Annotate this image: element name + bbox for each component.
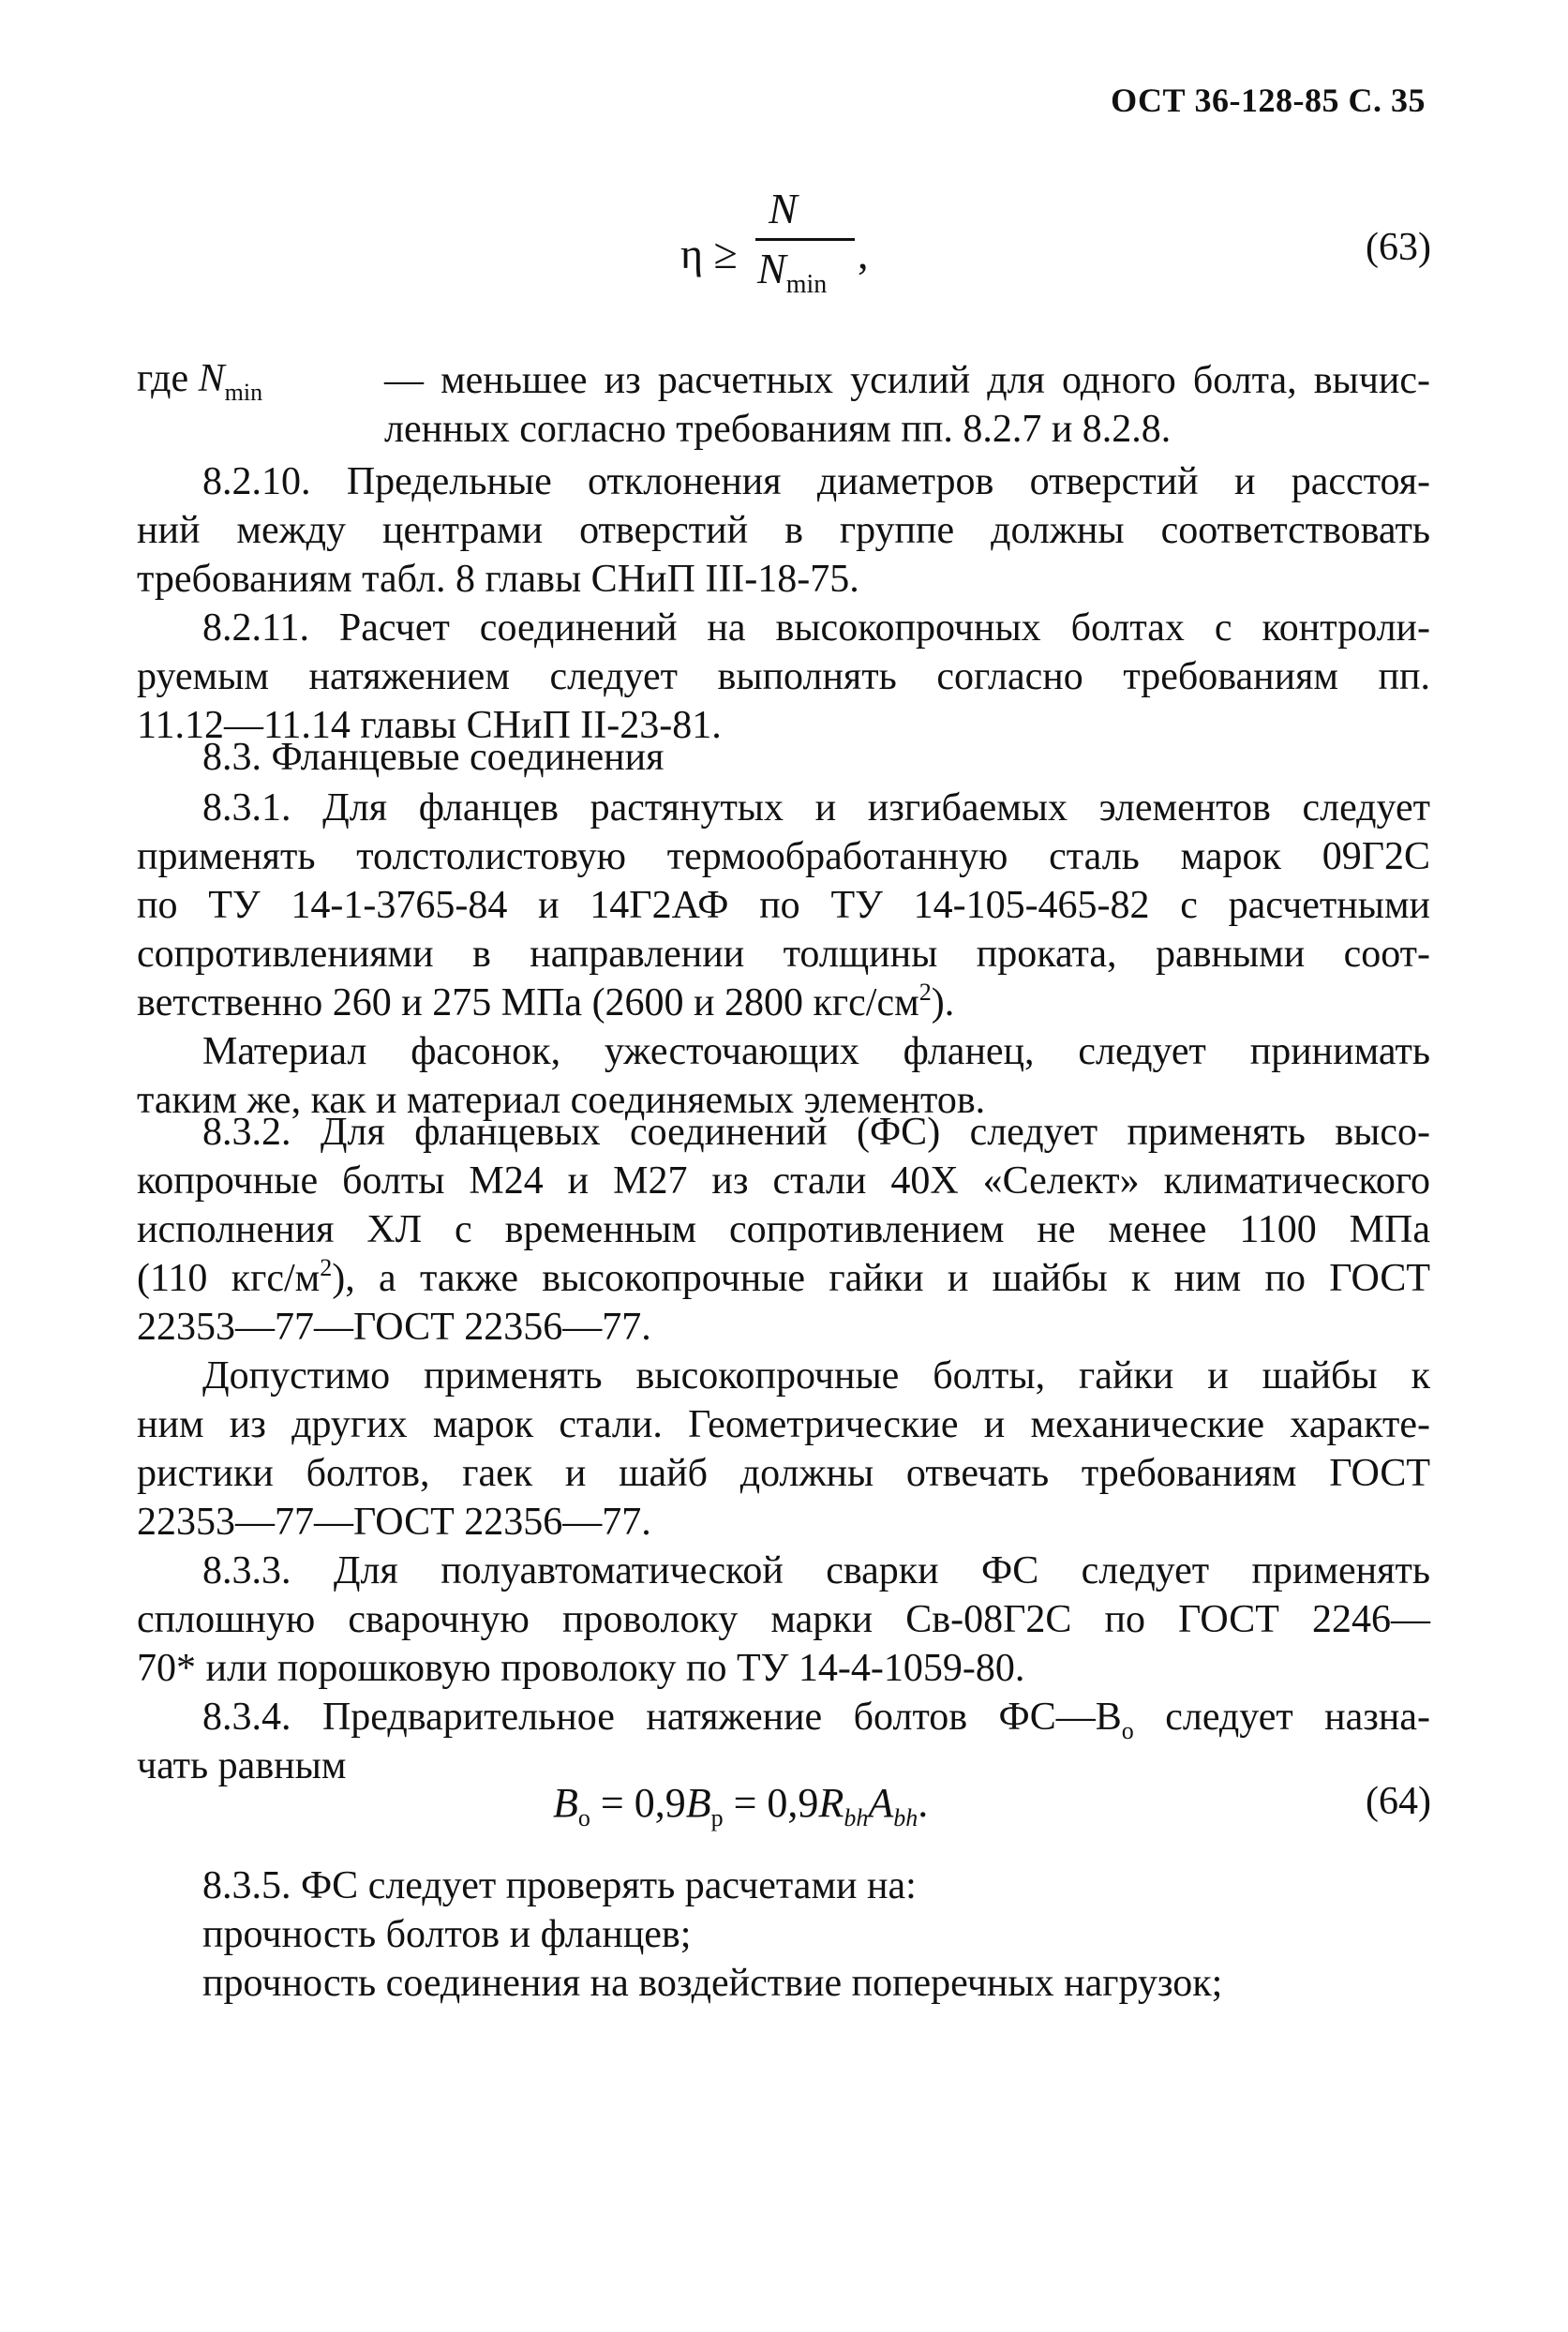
paragraph-8-3-2: 8.3.2. Для фланцевых соединений (ФС) следует применять высо- копрочные болты М24 и М27 из стали 40Х «Селект» климатического исполнения ХЛ с временным сопротивлением не менее 1100 МПа (110 кгс/$м^2$), а также высокопрочные гайки и шайбы к ним по ГОСТ 22353—77—ГОСТ 22356—77. [137, 1111, 1431, 1349]
formula-63-numerator: N [769, 185, 798, 232]
where-label: где $N_{min}$ [137, 357, 263, 406]
where-definition: — меньшее из расчетных усилий для одного болта, вычис- ленных согласно требованиям пп. 8.2.7 и 8.2.8. [384, 359, 1430, 451]
formula-63 [0, 184, 1568, 324]
fraction-bar [755, 238, 855, 241]
equation-number-63: (63) [1366, 226, 1431, 269]
section-heading-8-3: 8.3. Фланцевые соединения [202, 736, 665, 779]
paragraph-8-3-1: 8.3.1. Для фланцев растянутых и изгибаемых элементов следует применять толстолистовую термообработанную сталь марок 09Г2С по ТУ 14-1-3765-84 и 14Г2АФ по ТУ 14-105-465-82 с расчетными сопротивлениями в направлении толщины проката, равными соот- ветственно 260 и 275 МПа (2600 и 2800 кгс/$см^2$). [137, 786, 1430, 1024]
paragraph-8-3-3: 8.3.3. Для полуавтоматической сварки ФС следует применять сплошную сварочную проволоку марки Св-08Г2С по ГОСТ 2246— 70* или порошковую проволоку по ТУ 14-4-1059-80. [137, 1549, 1430, 1690]
equation-number-64: (64) [1366, 1780, 1431, 1823]
formula-63-denominator: $N_{min}$ [757, 245, 828, 299]
paragraph-8-3-4: 8.3.4. Предварительное натяжение болтов $ФС—В_о$ следует назна- чать равным [137, 1696, 1430, 1787]
formula-63-comma: , [858, 230, 869, 277]
formula-63-lhs: η ≥ [680, 230, 738, 277]
formula-64 [0, 1779, 1568, 1845]
paragraph-8-2-11: 8.2.11. Расчет соединений на высокопрочных болтах с контроли- руемым натяжением следует выполнять согласно требованиям пп. 11.12—11.14 главы СНиП II-23-81. [137, 606, 1430, 747]
paragraph-allowed: Допустимо применять высокопрочные болты, гайки и шайбы к ним из других марок стали. Геометрические и механические характе- ристики болтов, гаек и шайб должны отвечать требованиям ГОСТ 22353—77—ГОСТ 22356—77. [137, 1354, 1430, 1544]
paragraph-material: Материал фасонок, ужесточающих фланец, следует принимать таким же, как и материал соединяемых элементов. [137, 1030, 1430, 1122]
paragraph-8-3-5: 8.3.5. ФС следует проверять расчетами на: прочность болтов и фланцев; прочность соединения на воздействие поперечных нагрузок; [202, 1864, 1223, 2005]
paragraph-8-2-10: 8.2.10. Предельные отклонения диаметров отверстий и расстоя- ний между центрами отверстий в группе должны соответствовать требованиям табл. 8 главы СНиП III-18-75. [137, 460, 1430, 601]
formula-64-expression: $B_о = 0,9B_р = 0,9R_{bh}A_{bh}$. [553, 1780, 929, 1831]
running-head: ОСТ 36-128-85 С. 35 [1111, 82, 1426, 119]
